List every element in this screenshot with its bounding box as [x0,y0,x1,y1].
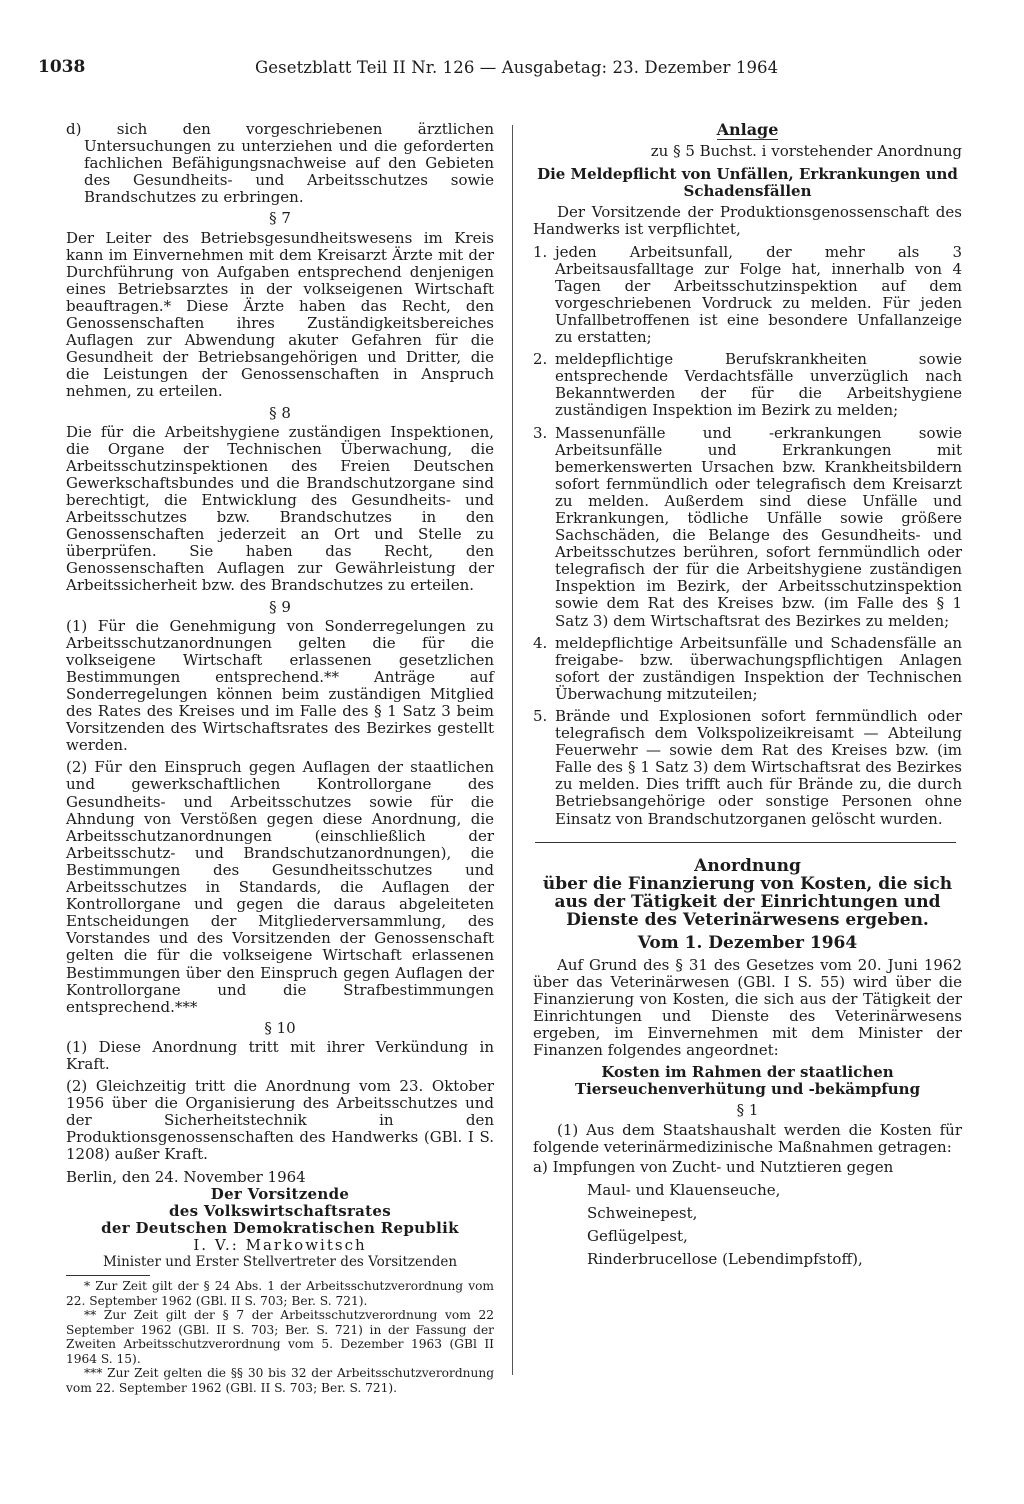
section-8-heading: § 8 [269,403,291,422]
item-a: a) Impfungen von Zucht- und Nutztieren gegen [533,1157,894,1176]
costs-section-heading: Kosten im Rahmen der staatlichen Tierseuchenverhütung und -bekämpfung [574,1063,921,1099]
section-1-heading: § 1 [736,1101,759,1120]
section-7-heading: § 7 [269,209,291,228]
list-text: meldepflichtige Arbeitsunfälle und Schadensfälle an freigabe- bzw. überwachungspflichtigen Anlagen sofort der zuständigen Inspektion der Technischen Überwachung mitzuteilen; [555,633,962,703]
section-7-text: Der Leiter des Betriebsgesundheitswesens im Kreis kann im Einvernehmen mit dem Kreisarzt Ärzte mit der Durchführung von Aufgaben entsprechend denjenigen eines Betriebsarztes in der volkseigenen Wirtschaft beauftragen.* Diese Ärzte haben das Recht, den Genossenschaften ihres Zuständigkeitsbereiches Auflagen zur Abwendung akuter Gefahren für die Gesundheit der Betriebsangehörigen und Dritter, die die Leistungen der Genossenschaften in Anspruch nehmen, zu erteilen. [66,228,494,401]
list-number: 1. [533,242,548,261]
ordinance-subtitle: über die Finanzierung von Kosten, die sich aus der Tätigkeit der Einrichtungen und Dienste des Veterinärwesens ergeben. [542,873,953,930]
signatory-title: Minister und Erster Stellvertreter des Vorsitzenden [102,1254,458,1270]
section-1-para-1: (1) Aus dem Staatshaushalt werden die Kosten für folgende veterinärmedizinische Maßnahmen getragen: [533,1120,962,1156]
place-date: Berlin, den 24. November 1964 [66,1167,306,1186]
section-8-text: Die für die Arbeitshygiene zuständigen Inspektionen, die Organe der Technischen Überwachung, die Arbeitsschutzinspektionen des Freien Deutschen Gewerkschaftsbundes und die Brandschutzorgane sind berechtigt, die Entwicklung des Gesundheits- und Arbeitsschutzes bzw. Brandschutzes in den Genossenschaften jederzeit an Ort und Stelle zu überprüfen. Sie haben das Recht, den Genossenschaften Auflagen zur Gewährleistung der Arbeitssicherheit bzw. des Brandschutzes zu erteilen. [66,422,494,595]
list-number: 3. [533,423,548,442]
signatory-org-1: Der Vorsitzende [210,1184,350,1203]
signatory-name: I. V.: Markowitsch [193,1235,367,1254]
list-text: jeden Arbeitsunfall, der mehr als 3 Arbeitsausfalltage zur Folge hat, innerhalb von 4 Tagen der Arbeitsschutzinspektion auf dem vorgeschriebenen Vordruck zu melden. Für jeden Unfallbetroffenen ist eine besondere Unfallanzeige zu erstatten; [555,242,962,347]
section-10-para-2: (2) Gleichzeitig tritt die Anordnung vom 23. Oktober 1956 über die Organisierung des Arbeitsschutzes und der Sicherheitstechnik in den Produktionsgenossenschaften des Handwerks (GBl. I S. 1208) außer Kraft. [66,1077,494,1164]
list-item-4 [533,635,962,703]
anlage-reference: zu § 5 Buchst. i vorstehender Anordnung [650,142,962,161]
anlage-title: Anlage [716,120,779,139]
disease-4: Rinderbrucellose (Lebendimpfstoff), [587,1250,863,1269]
footnote-rule [66,1275,150,1276]
disease-2: Schweinepest, [587,1203,698,1222]
ordinance-preamble: Auf Grund des § 31 des Gesetzes vom 20. Juni 1962 über das Veterinärwesen (GBl. I S. 55) wird über die Finanzierung von Kosten, die sich aus der Tätigkeit der Einrichtungen und Dienste des Veterinärwesens ergeben, im Einvernehmen mit dem Minister der Finanzen folgendes angeordnet: [533,955,962,1060]
list-text: Brände und Explosionen sofort fernmündlich oder telegrafisch dem Volkspolizeikreisamt — Abteilung Feuerwehr — sowie dem Rat des Kreises bzw. (im Falle des § 1 Satz 3) dem Wirtschaftsrat des Bezirkes zu melden. Dies trifft auch für Brände zu, die durch Betriebsangehörige oder sonstige Personen ohne Einsatz von Brandschutzorganen gelöscht wurden. [555,707,962,828]
section-9-heading: § 9 [269,597,291,616]
list-item-5 [533,708,962,828]
list-item-1 [533,244,962,347]
disease-3: Geflügelpest, [587,1226,688,1245]
list-number: 2. [533,350,548,369]
list-text: meldepflichtige Berufskrankheiten sowie entsprechende Verdachtsfälle unverzüglich nach Bekanntwerden der für die Arbeitshygiene zuständigen Inspektion im Bezirk zu melden; [555,350,962,420]
disease-1: Maul- und Klauenseuche, [587,1180,781,1199]
anlage-intro: Der Vorsitzende der Produktionsgenossenschaft des Handwerks ist verpflichtet, [533,203,962,239]
footnote-1: * Zur Zeit gilt der § 24 Abs. 1 der Arbeitsschutzverordnung vom 22. September 1962 (GBl. II S. 703; Ber. S. 721). [66,1279,494,1308]
footnote-3: *** Zur Zeit gelten die §§ 30 bis 32 der Arbeitsschutzverordnung vom 22. September 1962 (GBl. II S. 703; Ber. S. 721). [66,1366,494,1395]
section-separator [535,842,956,843]
running-title: Gesetzblatt Teil II Nr. 126 — Ausgabetag: 23. Dezember 1964 [255,58,779,77]
column-divider [512,125,513,1375]
section-9-para-2: (2) Für den Einspruch gegen Auflagen der staatlichen und gewerkschaftlichen Kontrollorgane des Gesundheits- und Arbeitsschutzes sowie für die Ahndung von Verstößen gegen diese Anordnung, die Arbeitsschutzanordnungen (einschließlich der Arbeitsschutz- und Brandschutzanordnungen), die Bestimmungen des Gesundheitsschutzes und Arbeitsschutzes in Standards, die Auflagen der Kontrollorgane und gegen die daraus abgeleiteten Entscheidungen der Mitgliederversammlung, des Vorstandes und des Vorsitzenden der Genossenschaft gelten die für die volkseigene Wirtschaft erlassenen Bestimmungen über den Einspruch gegen Auflagen der Kontrollorgane und die Strafbestimmungen entsprechend.*** [66,758,494,1016]
list-text: Massenunfälle und -erkrankungen sowie Arbeitsunfälle und Erkrankungen mit bemerkenswerten Ursachen bzw. Krankheitsbildern sofort fernmündlich oder telegrafisch dem Kreisarzt zu melden. Außerdem sind diese Unfälle und Erkrankungen, tödliche Unfälle sowie größere Sachschäden, die Belange des Gesundheits- und Arbeitsschutzes berühren, sofort fernmündlich oder telegrafisch der für die Arbeitshygiene zuständigen Inspektion im Bezirk, der Arbeitsschutzinspektion sowie dem Rat des Kreises bzw. (im Falle des § 1 Satz 3) dem Wirtschaftsrat des Bezirkes zu melden; [555,423,962,630]
list-number: 4. [533,633,548,652]
page-number: 1038 [38,57,86,77]
signatory-org-2: des Volkswirtschaftsrates [168,1201,391,1220]
list-number: 5. [533,707,548,725]
section-9-para-1: (1) Für die Genehmigung von Sonderregelungen zu Arbeitsschutzanordnungen gelten die für die volkseigene Wirtschaft erlassenen gesetzlichen Bestimmungen entsprechend.** Anträge auf Sonderregelungen können beim zuständigen Mitglied des Rates des Kreises und im Falle des § 1 Satz 3 beim Vorsitzenden des Wirtschaftsrates des Bezirkes gestellt werden. [66,616,494,755]
section-10-heading: § 10 [264,1018,296,1037]
list-item-3 [533,425,962,630]
anlage-heading: Die Meldepflicht von Unfällen, Erkrankungen und Schadensfällen [537,165,958,201]
ordinance-date: Vom 1. Dezember 1964 [637,932,858,953]
signatory-org-3: der Deutschen Demokratischen Republik [101,1218,459,1237]
item-d: d) sich den vorgeschriebenen ärztlichen Untersuchungen zu unterziehen und die geforderten fachlichen Befähigungsnachweise auf den Gebieten des Gesundheits- und Arbeitsschutzes sowie Brandschutzes zu erbringen. [66,120,494,207]
left-column [66,121,494,1395]
list-item-2 [533,351,962,419]
section-10-para-1: (1) Diese Anordnung tritt mit ihrer Verkündung in Kraft. [66,1037,494,1073]
ordinance-title: Anordnung [694,855,801,876]
footnote-2: ** Zur Zeit gilt der § 7 der Arbeitsschutzverordnung vom 22 September 1962 (GBl. II S. 703; Ber. S. 721) in der Fassung der Zweiten Arbeitsschutzverordnung vom 5. Dezember 1963 (GBl II 1964 S. 15). [66,1308,494,1366]
right-column [533,121,962,1268]
